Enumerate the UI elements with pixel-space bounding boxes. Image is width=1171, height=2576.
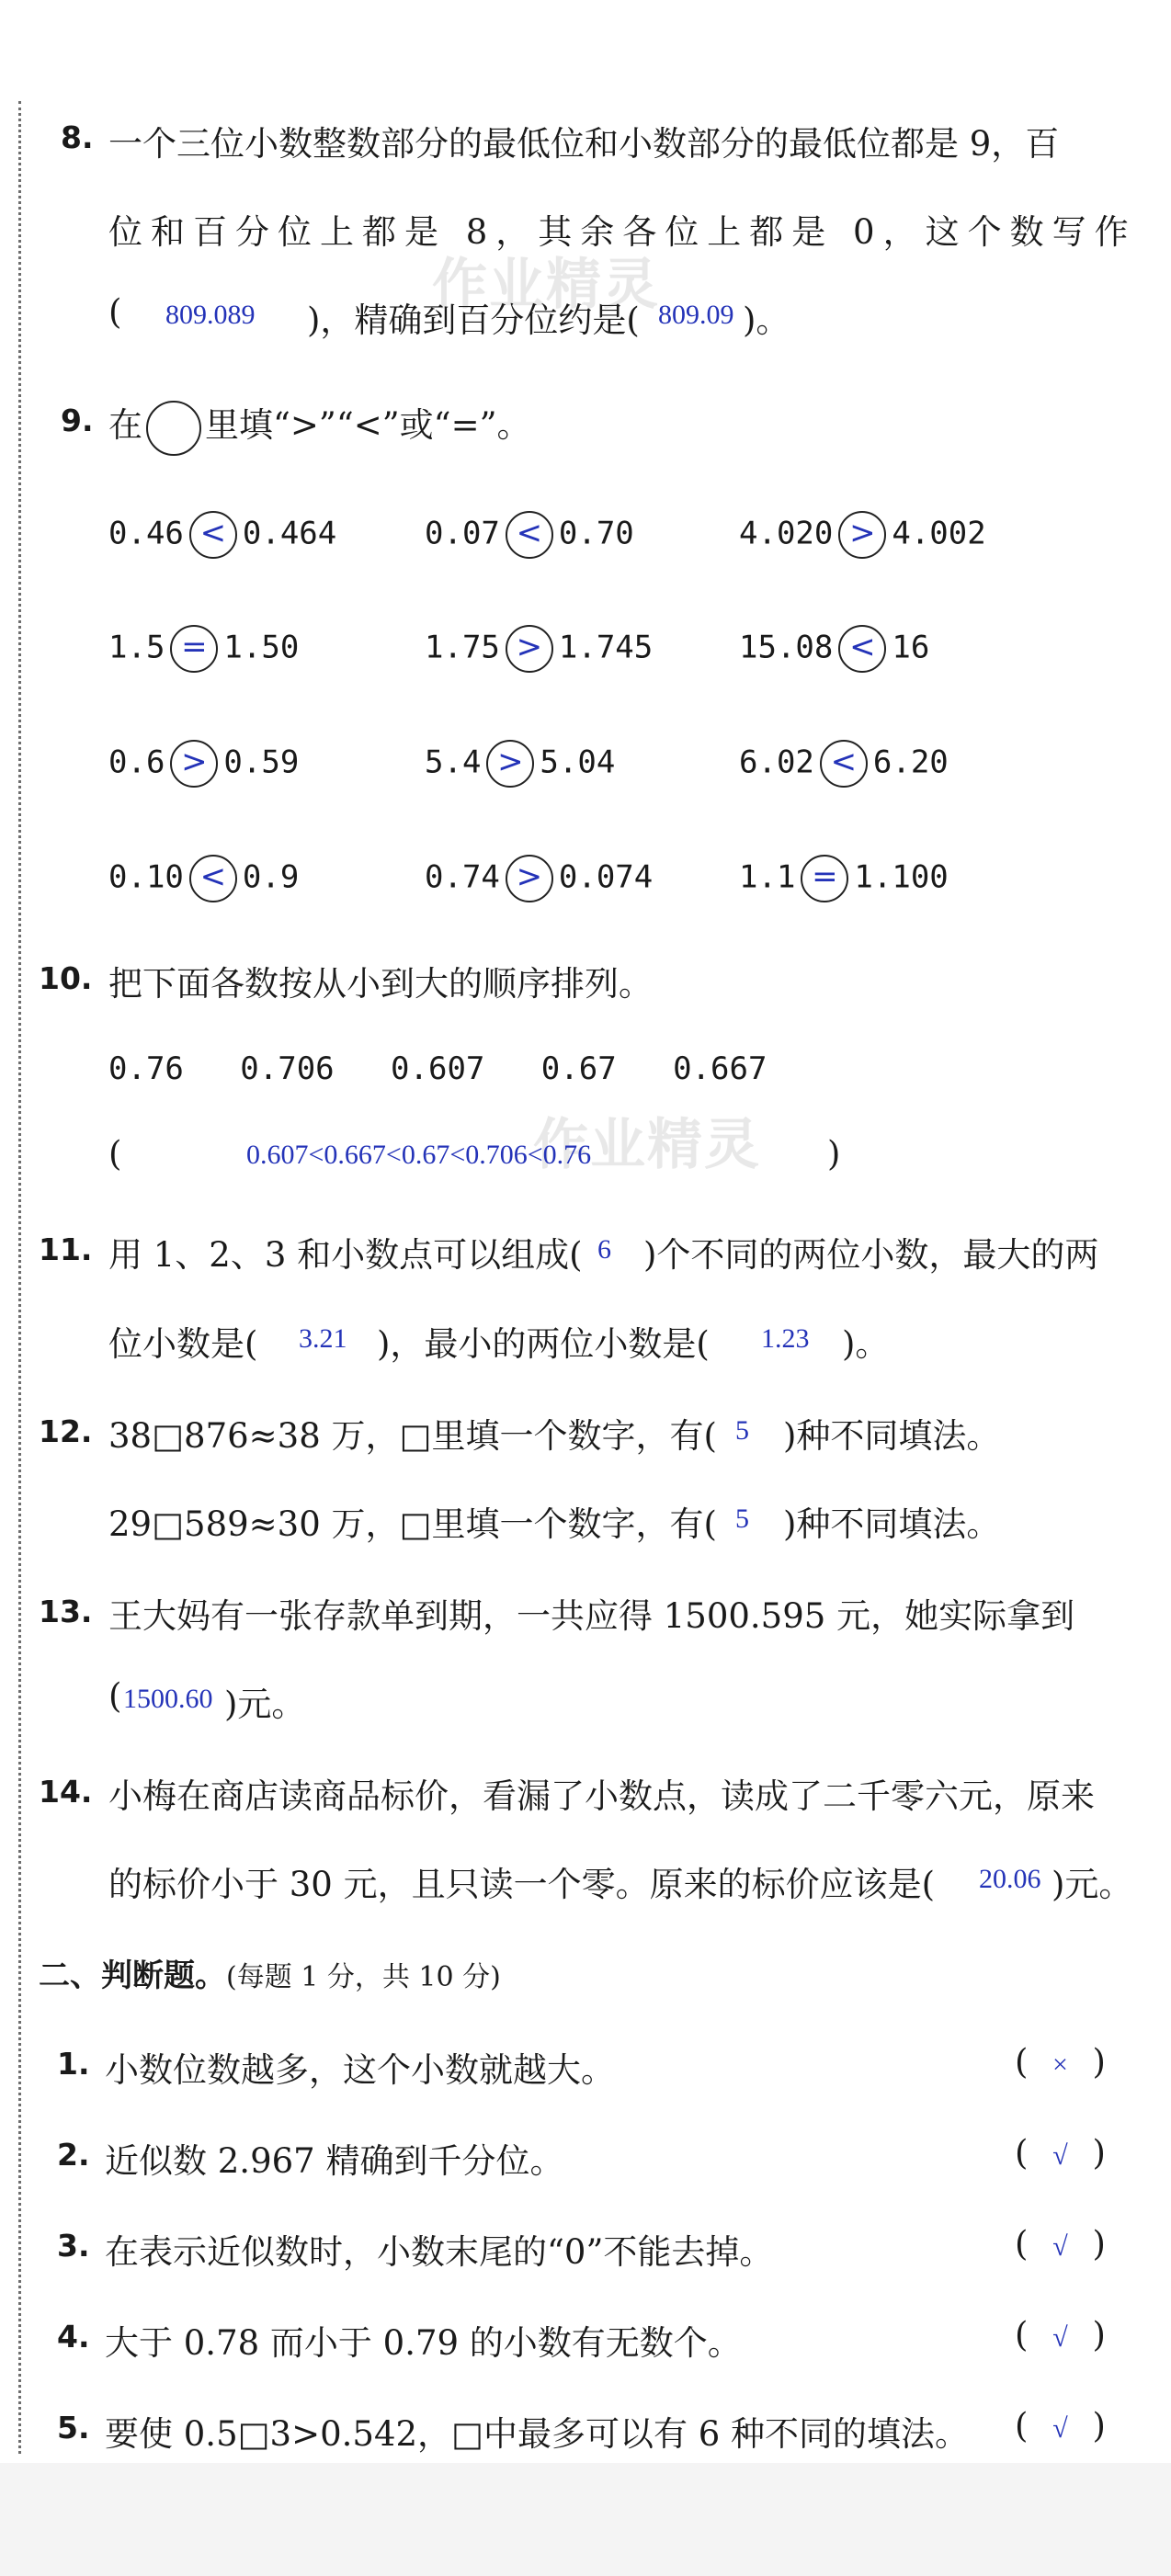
comparison-sign-circle[interactable]: = (170, 625, 218, 673)
comparison-left-value: 1.75 (425, 629, 500, 666)
judgement-answer-box[interactable] (1015, 2133, 1106, 2173)
question-number: 8. (61, 119, 94, 155)
comparison-right-value: 1.50 (223, 629, 300, 666)
question-text (108, 397, 531, 456)
comparison-left-value: 1.1 (739, 858, 796, 896)
judgement-statement: 大于 0.78 而小于 0.79 的小数有无数个。 (105, 2323, 742, 2363)
question-text: 位和百分位上都是 8，其余各位上都是 0，这个数写作 (108, 212, 1137, 252)
question-text: )元。 (224, 1685, 306, 1724)
comparison-left-value: 5.4 (425, 743, 482, 781)
blank-close-paren: ) (827, 1134, 841, 1174)
comparison-left-value: 0.6 (108, 743, 165, 781)
answer-blank[interactable]: 0.607<0.667<0.67<0.706<0.76 (246, 1140, 592, 1170)
comparison-right-value: 1.100 (854, 858, 949, 896)
blank-open-paren: ( (108, 1676, 122, 1716)
paren-open: ( (1015, 2042, 1029, 2082)
question-number: 5. (57, 2410, 90, 2445)
judgement-statement: 小数位数越多，这个小数就越大。 (105, 2050, 615, 2090)
comparison-left-value: 0.46 (108, 515, 184, 552)
comparison-sign-circle[interactable]: < (838, 625, 886, 673)
paren-close: ) (1092, 2042, 1106, 2082)
question-text: 29□589≈30 万，□里填一个数字，有( (108, 1504, 717, 1544)
judgement-answer-box[interactable] (1015, 2406, 1106, 2445)
question-text: )。 (743, 301, 790, 340)
question-text: )，精确到百分位约是( (307, 301, 640, 340)
paren-close: ) (1092, 2406, 1106, 2445)
blank-open-paren: ( (108, 1134, 122, 1174)
comparison-item (739, 625, 929, 673)
question-text-prefix: 在 (108, 405, 142, 445)
paren-close: ) (1092, 2224, 1106, 2264)
judgement-answer-box[interactable] (1015, 2224, 1106, 2264)
question-text: 小梅在商店读商品标价，看漏了小数点，读成了二千零六元，原来 (108, 1776, 1095, 1816)
answer-blank[interactable]: 1.23 (761, 1323, 810, 1354)
comparison-sign-circle[interactable]: < (189, 855, 237, 902)
question-text: 的标价小于 30 元，且只读一个零。原来的标价应该是( (108, 1865, 936, 1904)
judgement-mark: √ (1052, 2140, 1068, 2171)
question-text: )种不同填法。 (783, 1416, 1001, 1456)
blank-circle-icon (146, 401, 201, 456)
comparison-right-value: 0.59 (223, 743, 300, 781)
answer-blank[interactable]: 5 (735, 1415, 749, 1446)
comparison-right-value: 0.70 (558, 515, 634, 552)
question-number: 13. (39, 1594, 93, 1629)
answer-blank[interactable]: 809.089 (165, 300, 256, 330)
question-text: )。 (842, 1324, 890, 1364)
comparison-sign-circle[interactable]: < (189, 511, 237, 559)
judgement-statement: 要使 0.5□3>0.542，□中最多可以有 6 种不同的填法。 (105, 2414, 970, 2454)
comparison-item (108, 740, 299, 788)
comparison-sign-circle[interactable]: > (838, 511, 886, 559)
comparison-sign-circle[interactable]: > (486, 740, 534, 788)
comparison-item (739, 855, 949, 902)
comparison-sign-circle[interactable]: > (506, 855, 553, 902)
question-text: )个不同的两位小数，最大的两 (643, 1235, 1099, 1275)
comparison-left-value: 4.020 (739, 515, 834, 552)
judgement-mark: √ (1052, 2231, 1068, 2262)
section-title (39, 1950, 501, 1995)
judgement-answer-box[interactable] (1015, 2315, 1106, 2355)
paren-open: ( (1015, 2315, 1029, 2355)
question-text: 用 1、2、3 和小数点可以组成( (108, 1235, 583, 1275)
question-number: 2. (57, 2137, 90, 2173)
comparison-right-value: 1.745 (558, 629, 654, 666)
watermark: 作业精灵 (533, 1113, 761, 1177)
question-text: )，最小的两位小数是( (377, 1324, 710, 1364)
comparison-item (425, 855, 653, 902)
answer-blank[interactable]: 5 (735, 1504, 749, 1534)
question-number: 14. (39, 1774, 93, 1810)
question-number: 12. (39, 1413, 93, 1449)
comparison-item (425, 740, 615, 788)
question-text: 王大妈有一张存款单到期，一共应得 1500.595 元，她实际拿到 (108, 1596, 1075, 1636)
comparison-item (425, 625, 653, 673)
judgement-statement: 近似数 2.967 精确到千分位。 (105, 2141, 564, 2181)
judgement-mark: √ (1052, 2322, 1068, 2353)
comparison-sign-circle[interactable]: < (820, 740, 868, 788)
question-number: 1. (57, 2046, 90, 2082)
judgement-answer-box[interactable] (1015, 2042, 1106, 2082)
question-number: 3. (57, 2228, 90, 2264)
comparison-left-value: 0.74 (425, 858, 500, 896)
judgement-statement: 在表示近似数时，小数末尾的“0”不能去掉。 (105, 2232, 774, 2272)
comparison-left-value: 0.10 (108, 858, 184, 896)
question-text: 一个三位小数整数部分的最低位和小数部分的最低位都是 9，百 (108, 124, 1060, 164)
comparison-right-value: 4.002 (892, 515, 986, 552)
answer-blank[interactable]: 3.21 (299, 1323, 347, 1354)
comparison-right-value: 16 (892, 629, 930, 666)
question-text-suffix: 里填“>”“<”或“=”。 (205, 405, 531, 445)
binding-dotted-line (18, 101, 21, 2454)
comparison-left-value: 1.5 (108, 629, 165, 666)
question-text: 把下面各数按从小到大的顺序排列。 (108, 964, 653, 1004)
comparison-right-value: 0.464 (242, 515, 337, 552)
answer-blank[interactable]: 20.06 (979, 1864, 1041, 1894)
answer-blank[interactable]: 1500.60 (123, 1684, 213, 1714)
paren-open: ( (1015, 2406, 1029, 2445)
comparison-sign-circle[interactable]: = (801, 855, 848, 902)
comparison-item (108, 625, 299, 673)
section-title-text: 二、判断题。 (39, 1958, 226, 1994)
section-note: (每题 1 分，共 10 分) (226, 1961, 501, 1993)
question-number: 9. (61, 403, 94, 438)
question-text: )种不同填法。 (783, 1504, 1001, 1544)
number-list: 0.76 0.706 0.607 0.67 0.667 (108, 1050, 767, 1087)
comparison-sign-circle[interactable]: < (506, 511, 553, 559)
comparison-sign-circle[interactable]: > (506, 625, 553, 673)
question-number: 11. (39, 1231, 93, 1267)
answer-blank[interactable]: 6 (597, 1234, 611, 1265)
watermark: 作业精灵 (432, 253, 660, 317)
comparison-item (739, 740, 949, 788)
comparison-item (739, 511, 986, 559)
paren-close: ) (1092, 2133, 1106, 2173)
question-number: 10. (39, 960, 93, 996)
comparison-sign-circle[interactable]: > (170, 740, 218, 788)
question-text: 位小数是( (108, 1324, 258, 1364)
paren-close: ) (1092, 2315, 1106, 2355)
comparison-left-value: 0.07 (425, 515, 500, 552)
question-number: 4. (57, 2319, 90, 2355)
paren-open: ( (1015, 2224, 1029, 2264)
comparison-right-value: 5.04 (540, 743, 616, 781)
blank-open-paren: ( (108, 292, 122, 332)
question-text: 38□876≈38 万，□里填一个数字，有( (108, 1416, 717, 1456)
comparison-right-value: 0.074 (558, 858, 654, 896)
comparison-item (108, 511, 336, 559)
comparison-left-value: 15.08 (739, 629, 834, 666)
answer-blank[interactable]: 809.09 (658, 300, 734, 330)
judgement-mark: √ (1052, 2413, 1068, 2444)
comparison-left-value: 6.02 (739, 743, 814, 781)
comparison-item (108, 855, 299, 902)
judgement-mark: × (1052, 2049, 1068, 2080)
comparison-item (425, 511, 634, 559)
question-text: )元。 (1052, 1865, 1133, 1904)
paren-open: ( (1015, 2133, 1029, 2173)
comparison-right-value: 0.9 (242, 858, 300, 896)
comparison-right-value: 6.20 (872, 743, 949, 781)
